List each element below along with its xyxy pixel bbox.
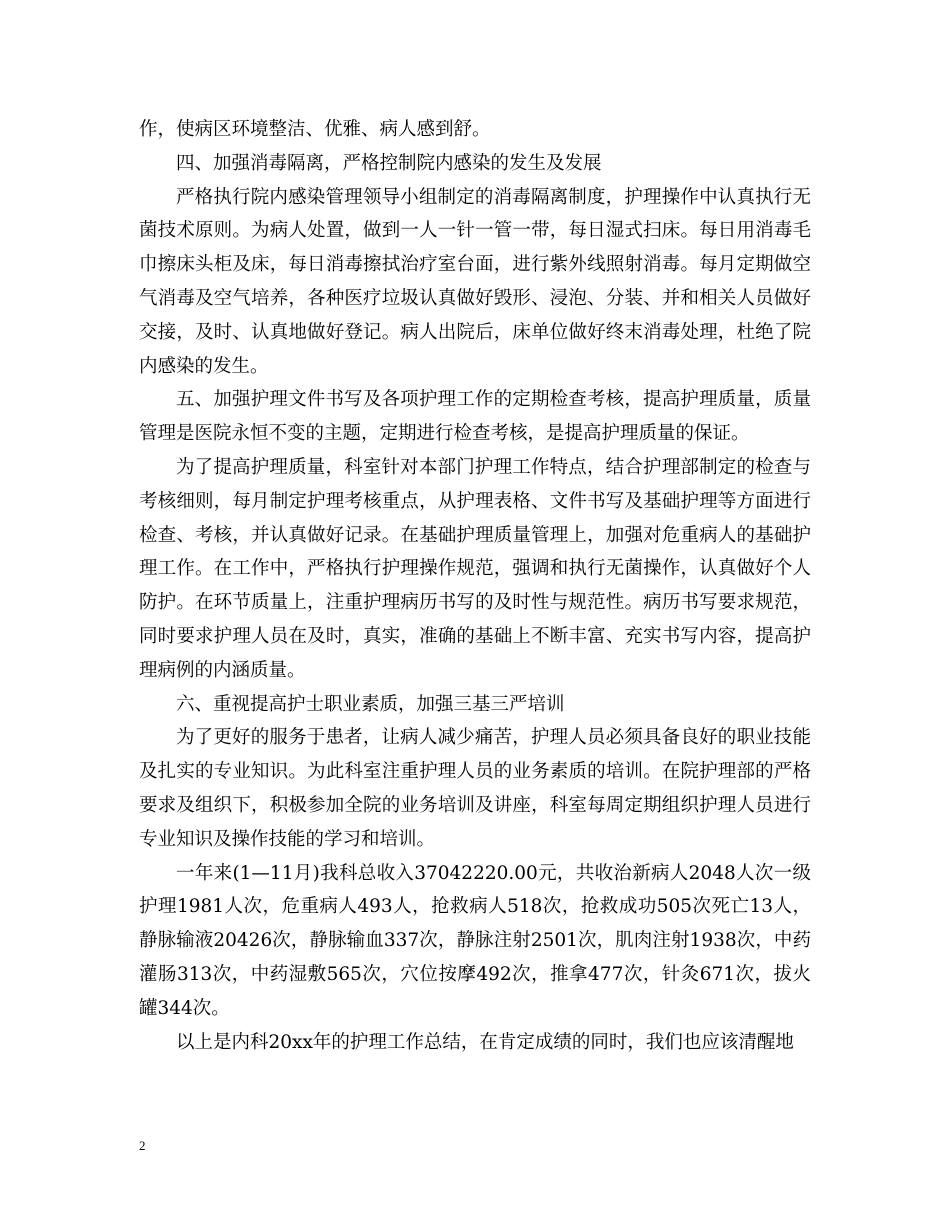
heading-section-four: 四、加强消毒隔离，严格控制院内感染的发生及发展 bbox=[176, 152, 602, 174]
paragraph-summary: 以上是内科20xx年的护理工作总结，在肯定成绩的同时，我们也应该清醒地 bbox=[176, 1031, 794, 1053]
page-number: 2 bbox=[139, 1138, 146, 1153]
paragraph-statistics: 一年来(1—11月)我科总收入37042220.00元，共收治新病人2048人次一级护理1981人次，危重病人493人，抢救病人518次，抢救成功505次死亡13人，静脉输液20426次，静脉输血337次，静脉注射2501次，肌肉注射1938次，中药灌肠313次，中药湿敷565次，穴位按摩492次，推拿477次，针灸671次，拔火罐344次。 bbox=[139, 862, 811, 1019]
paragraph-training: 为了更好的服务于患者，让病人减少痛苦，护理人员必须具备良好的职业技能及扎实的专业知识。为此科室注重护理人员的业务素质的培训。在院护理部的严格要求及组织下，积极参加全院的业务培训及讲座，科室每周定期组织护理人员进行专业知识及操作技能的学习和培训。 bbox=[139, 727, 811, 850]
heading-section-six: 六、重视提高护士职业素质，加强三基三严培训 bbox=[176, 693, 565, 715]
paragraph-disinfection: 严格执行院内感染管理领导小组制定的消毒隔离制度，护理操作中认真执行无菌技术原则。为病人处置，做到一人一针一管一带，每日湿式扫床。每日用消毒毛巾擦床头柜及床，每日消毒擦拭治疗室台面，进行紫外线照射消毒。每月定期做空气消毒及空气培养，各种医疗垃圾认真做好毁形、浸泡、分装、并和相关人员做好交接，及时、认真地做好登记。病人出院后，床单位做好终末消毒处理，杜绝了院内感染的发生。 bbox=[139, 186, 811, 377]
document-body bbox=[139, 113, 811, 1059]
heading-section-five: 五、加强护理文件书写及各项护理工作的定期检查考核，提高护理质量，质量管理是医院永恒不变的主题，定期进行检查考核，是提高护理质量的保证。 bbox=[139, 389, 811, 445]
paragraph-continuation: 作，使病区环境整洁、优雅、病人感到舒。 bbox=[139, 119, 491, 140]
paragraph-quality: 为了提高护理质量，科室针对本部门护理工作特点，结合护理部制定的检查与考核细则，每月制定护理考核重点，从护理表格、文件书写及基础护理等方面进行检查、考核，并认真做好记录。在基础护理质量管理上，加强对危重病人的基础护理工作。在工作中，严格执行护理操作规范，强调和执行无菌操作，认真做好个人防护。在环节质量上，注重护理病历书写的及时性与规范性。病历书写要求规范，同时要求护理人员在及时，真实，准确的基础上不断丰富、充实书写内容，提高护理病例的内涵质量。 bbox=[139, 456, 811, 681]
